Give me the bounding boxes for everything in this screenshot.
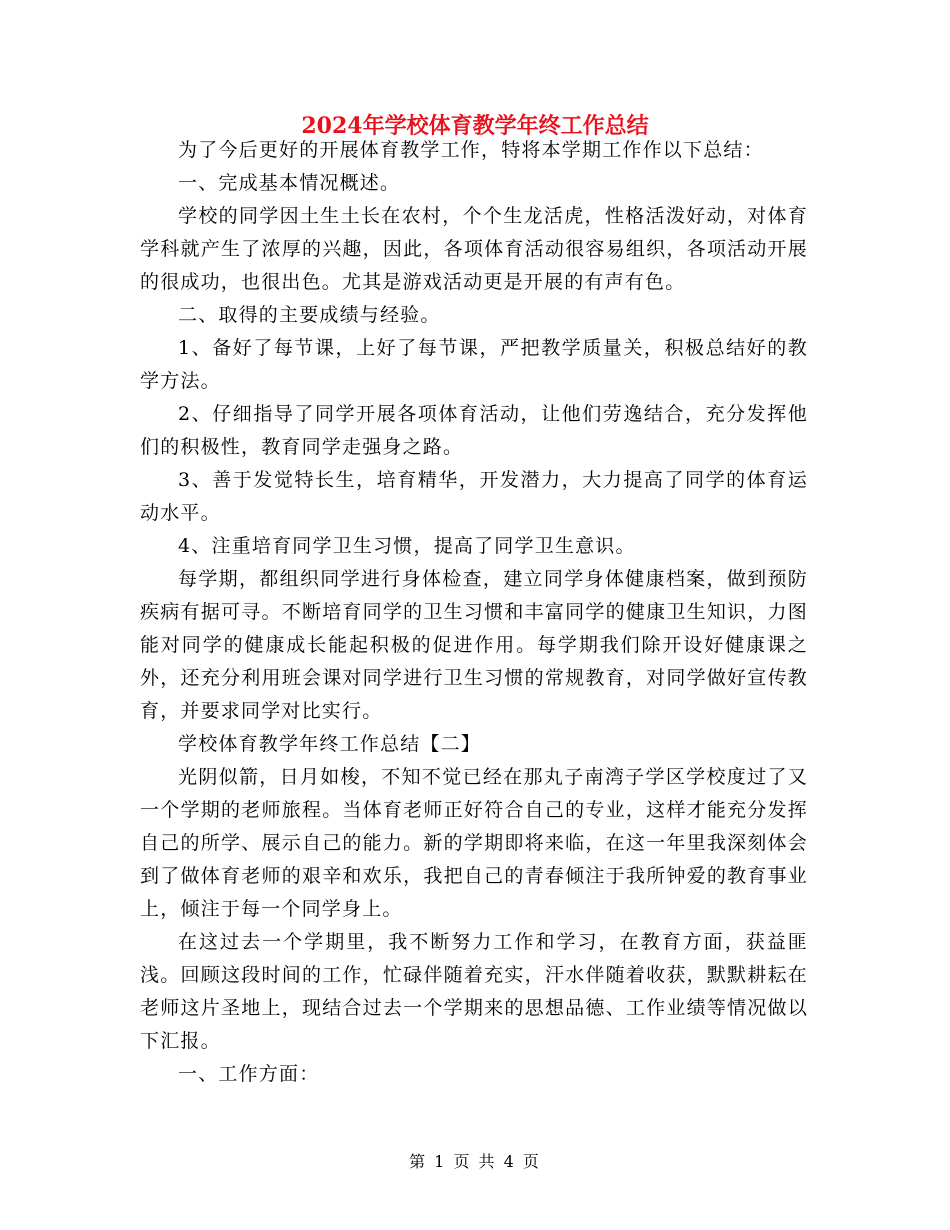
section-heading-2: 二、取得的主要成绩与经验。 bbox=[178, 304, 441, 326]
paragraph-intro: 为了今后更好的开展体育教学工作，特将本学期工作作以下总结： bbox=[178, 139, 764, 161]
page-footer: 第 1 页 共 4 页 bbox=[409, 1152, 541, 1171]
document-title: 2024年学校体育教学年终工作总结 bbox=[301, 113, 649, 139]
paragraph-reflection: 光阴似箭，日月如梭，不知不觉已经在那丸子南湾子学区学校度过了又一个学期的老师旅程。当体育老师正好符合自己的专业，这样才能充分发挥自己的所学、展示自己的能力。新的学期即将来临，在这一年里我深刻体会到了做体育老师的艰辛和欢乐，我把自己的青春倾注于我所钟爱的教育事业上，倾注于每一个同学身上。 bbox=[140, 766, 808, 920]
list-item-2: 2、仔细指导了同学开展各项体育活动，让他们劳逸结合，充分发挥他们的积极性，教育同学走强身之路。 bbox=[140, 403, 808, 458]
document-body bbox=[140, 134, 808, 1091]
section-heading-1: 一、完成基本情况概述。 bbox=[178, 172, 401, 194]
list-item-3: 3、善于发觉特长生，培育精华，开发潜力，大力提高了同学的体育运动水平。 bbox=[140, 469, 808, 524]
section-heading-work: 一、工作方面： bbox=[178, 1063, 320, 1085]
list-item-1: 1、备好了每节课，上好了每节课，严把教学质量关，积极总结好的教学方法。 bbox=[140, 337, 808, 392]
paragraph-health: 每学期，都组织同学进行身体检查，建立同学身体健康档案，做到预防疾病有据可寻。不断培育同学的卫生习惯和丰富同学的健康卫生知识，力图能对同学的健康成长能起积极的促进作用。每学期我们除开设好健康课之外，还充分利用班会课对同学进行卫生习惯的常规教育，对同学做好宣传教育，并要求同学对比实行。 bbox=[140, 568, 808, 722]
subtitle-part-two: 学校体育教学年终工作总结【二】 bbox=[178, 733, 482, 755]
paragraph-review: 在这过去一个学期里，我不断努力工作和学习，在教育方面，获益匪浅。回顾这段时间的工作，忙碌伴随着充实，汗水伴随着收获，默默耕耘在老师这片圣地上，现结合过去一个学期来的思想品德、工作业绩等情况做以下汇报。 bbox=[140, 931, 808, 1052]
list-item-4: 4、注重培育同学卫生习惯，提高了同学卫生意识。 bbox=[178, 535, 636, 557]
paragraph-overview: 学校的同学因土生土长在农村，个个生龙活虎，性格活泼好动，对体育学科就产生了浓厚的兴趣，因此，各项体育活动很容易组织，各项活动开展的很成功，也很出色。尤其是游戏活动更是开展的有声有色。 bbox=[140, 205, 808, 293]
